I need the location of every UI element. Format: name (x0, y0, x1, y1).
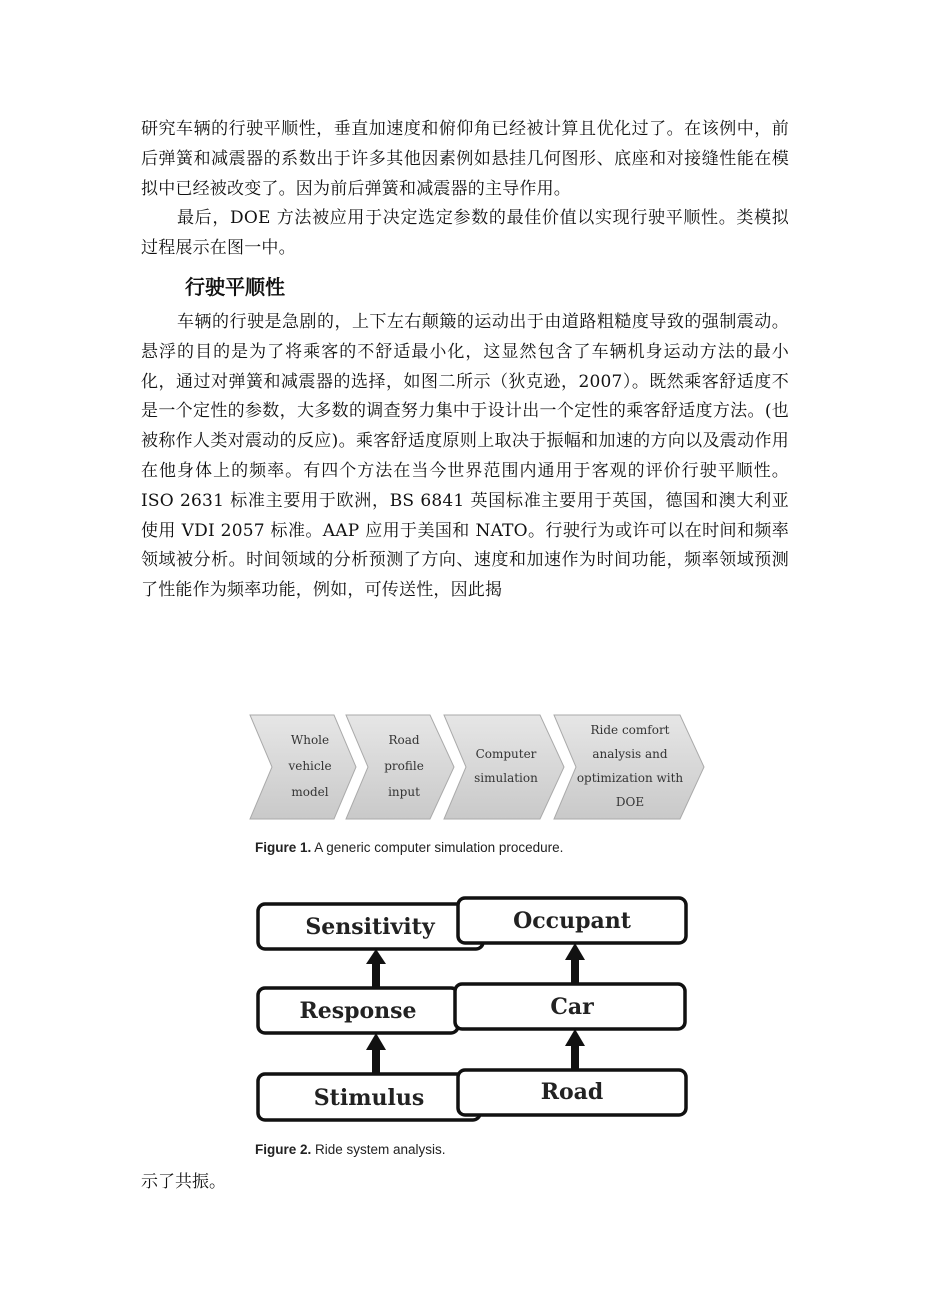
step-3-line-2: simulation (474, 771, 538, 785)
step-2-line-2: profile (384, 759, 424, 773)
step-4-line-3: optimization with (576, 771, 684, 785)
step-1-line-3: model (291, 785, 329, 799)
figure-2-label: Figure 2. (255, 1142, 312, 1157)
figure-1-caption (255, 840, 563, 855)
step-4-line-4: DOE (615, 795, 645, 809)
step-4-line-2: analysis and (592, 747, 668, 761)
arrow-up-car-to-occupant (565, 943, 585, 984)
section-heading: 行驶平顺性 (185, 274, 285, 299)
paragraph-1: 研究车辆的行驶平顺性，垂直加速度和俯仰角已经被计算且优化过了。在该例中，前后弹簧和减震器的系数出于许多其他因素例如悬挂几何图形、底座和对接缝性能在模拟中已经被改变了。因为前后弹簧和减震器的主导作用。 (141, 119, 789, 199)
step-3-line-1: Computer (475, 747, 537, 761)
step-2-line-3: input (388, 785, 420, 799)
arrow-up-stimulus-to-response (366, 1033, 386, 1074)
step-1-line-1: Whole (290, 733, 330, 747)
label-road: Road (540, 1079, 604, 1105)
chevron-step-3 (444, 715, 564, 819)
figure-2-system-diagram (250, 892, 695, 1127)
label-occupant: Occupant (513, 908, 631, 934)
paragraph-2: 最后，DOE 方法被应用于决定选定参数的最佳价值以实现行驶平顺性。类模拟过程展示在图一中。 (141, 208, 789, 259)
figure-2-caption (255, 1142, 446, 1157)
label-response: Response (299, 998, 417, 1024)
step-4-line-1: Ride comfort (590, 723, 670, 737)
arrow-up-response-to-sensitivity (366, 949, 386, 988)
figure-2-caption-text: Ride system analysis. (311, 1142, 446, 1157)
paragraph-3-continuation: 示了共振。 (141, 1172, 226, 1192)
paragraph-3: 车辆的行驶是急剧的，上下左右颠簸的运动出于由道路粗糙度导致的强制震动。悬浮的目的是为了将乘客的不舒适最小化，这显然包含了车辆机身运动方法的最小化，通过对弹簧和减震器的选择，如图二所示（狄克逊，2007）。既然乘客舒适度不是一个定性的参数，大多数的调查努力集中于设计出一个定性的乘客舒适度方法。(也被称作人类对震动的反应)。乘客舒适度原则上取决于振幅和加速的方向以及震动作用在他身体上的频率。有四个方法在当今世界范围内通用于客观的评价行驶平顺性。ISO 2631 标准主要用于欧洲，BS 6841 英国标准主要用于英国，德国和澳大利亚使用 VDI 2057 标准。AAP 应用于美国和 NATO。行驶行为或许可以在时间和频率领域被分析。时间领域的分析预测了方向、速度和加速作为时间功能，频率领域预测了性能作为频率功能，例如，可传送性，因此揭 (141, 311, 789, 601)
figure-1-caption-text: A generic computer simulation procedure. (311, 840, 564, 855)
label-car: Car (550, 994, 594, 1020)
step-1-line-2: vehicle (288, 759, 332, 773)
figure-1-process-diagram (248, 712, 708, 822)
figure-1-label: Figure 1. (255, 840, 312, 855)
label-stimulus: Stimulus (313, 1085, 425, 1111)
label-sensitivity: Sensitivity (305, 914, 435, 940)
step-2-line-1: Road (388, 733, 420, 747)
document-body (141, 115, 789, 606)
arrow-up-road-to-car (565, 1029, 585, 1070)
